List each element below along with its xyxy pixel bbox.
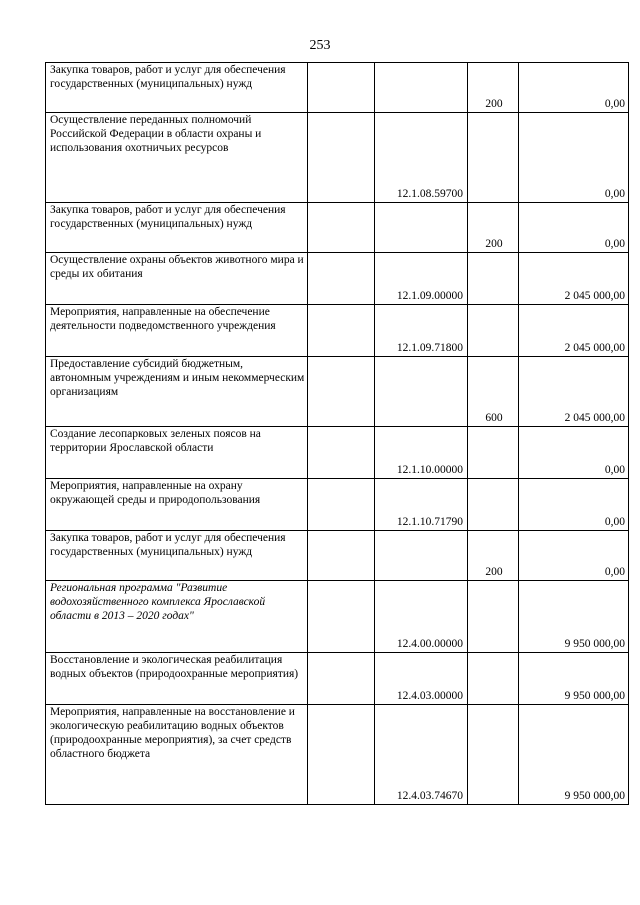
row-expense-type-cell [468, 427, 519, 479]
row-blank-cell [308, 427, 375, 479]
table-row [46, 653, 629, 705]
page-number: 253 [309, 38, 331, 53]
row-blank-cell [308, 653, 375, 705]
row-code-cell: 12.4.03.00000 [375, 653, 468, 705]
row-expense-type-cell: 200 [468, 63, 519, 113]
row-code-cell [375, 63, 468, 113]
row-blank-cell [308, 531, 375, 581]
row-expense-type-cell [468, 253, 519, 305]
row-expense-type-cell [468, 305, 519, 357]
row-code-cell: 12.1.09.00000 [375, 253, 468, 305]
row-amount-cell: 2 045 000,00 [519, 357, 629, 427]
row-expense-type-cell [468, 479, 519, 531]
row-name-cell: Восстановление и экологическая реабилитация водных объектов (природоохранные мероприятия) [46, 653, 308, 705]
row-name-cell: Предоставление субсидий бюджетным, автономным учреждениям и иным некоммерческим организациям [46, 357, 308, 427]
row-name-cell: Мероприятия, направленные на восстановление и экологическую реабилитацию водных объектов (природоохранные мероприятия), за счет средств областного бюджета [46, 705, 308, 805]
table-row [46, 581, 629, 653]
row-amount-cell: 9 950 000,00 [519, 653, 629, 705]
row-code-cell [375, 357, 468, 427]
row-name-cell: Мероприятия, направленные на обеспечение деятельности подведомственного учреждения [46, 305, 308, 357]
row-amount-cell: 0,00 [519, 427, 629, 479]
row-blank-cell [308, 113, 375, 203]
row-name-cell: Закупка товаров, работ и услуг для обеспечения государственных (муниципальных) нужд [46, 531, 308, 581]
row-expense-type-cell [468, 653, 519, 705]
row-blank-cell [308, 357, 375, 427]
row-name-cell: Закупка товаров, работ и услуг для обеспечения государственных (муниципальных) нужд [46, 63, 308, 113]
row-expense-type-cell: 200 [468, 203, 519, 253]
row-name-cell: Создание лесопарковых зеленых поясов на территории Ярославской области [46, 427, 308, 479]
table-row [46, 63, 629, 113]
table-row [46, 427, 629, 479]
row-expense-type-cell [468, 113, 519, 203]
table-row [46, 531, 629, 581]
row-blank-cell [308, 305, 375, 357]
row-name-cell: Закупка товаров, работ и услуг для обеспечения государственных (муниципальных) нужд [46, 203, 308, 253]
table-row [46, 113, 629, 203]
row-amount-cell: 0,00 [519, 203, 629, 253]
row-blank-cell [308, 63, 375, 113]
table-row [46, 479, 629, 531]
budget-table [45, 62, 629, 805]
row-amount-cell: 2 045 000,00 [519, 253, 629, 305]
row-name-cell: Осуществление охраны объектов животного мира и среды их обитания [46, 253, 308, 305]
row-code-cell: 12.1.10.00000 [375, 427, 468, 479]
row-amount-cell: 0,00 [519, 531, 629, 581]
row-name-cell: Региональная программа "Развитие водохозяйственного комплекса Ярославской области в 2013 – 2020 годах" [46, 581, 308, 653]
table-row [46, 305, 629, 357]
row-name-cell: Мероприятия, направленные на охрану окружающей среды и природопользования [46, 479, 308, 531]
row-name-cell: Осуществление переданных полномочий Российской Федерации в области охраны и использования охотничьих ресурсов [46, 113, 308, 203]
row-amount-cell: 9 950 000,00 [519, 581, 629, 653]
row-code-cell [375, 531, 468, 581]
row-blank-cell [308, 705, 375, 805]
row-code-cell: 12.4.03.74670 [375, 705, 468, 805]
row-expense-type-cell: 200 [468, 531, 519, 581]
table-row [46, 253, 629, 305]
row-amount-cell: 0,00 [519, 479, 629, 531]
row-expense-type-cell: 600 [468, 357, 519, 427]
row-blank-cell [308, 253, 375, 305]
row-blank-cell [308, 203, 375, 253]
row-expense-type-cell [468, 581, 519, 653]
budget-table-body [46, 63, 629, 805]
row-code-cell: 12.1.08.59700 [375, 113, 468, 203]
row-amount-cell: 0,00 [519, 113, 629, 203]
row-amount-cell: 2 045 000,00 [519, 305, 629, 357]
table-row [46, 203, 629, 253]
row-expense-type-cell [468, 705, 519, 805]
table-row [46, 357, 629, 427]
row-blank-cell [308, 479, 375, 531]
row-amount-cell: 0,00 [519, 63, 629, 113]
row-code-cell: 12.1.10.71790 [375, 479, 468, 531]
row-blank-cell [308, 581, 375, 653]
row-amount-cell: 9 950 000,00 [519, 705, 629, 805]
row-code-cell: 12.1.09.71800 [375, 305, 468, 357]
row-code-cell [375, 203, 468, 253]
row-code-cell: 12.4.00.00000 [375, 581, 468, 653]
table-row [46, 705, 629, 805]
